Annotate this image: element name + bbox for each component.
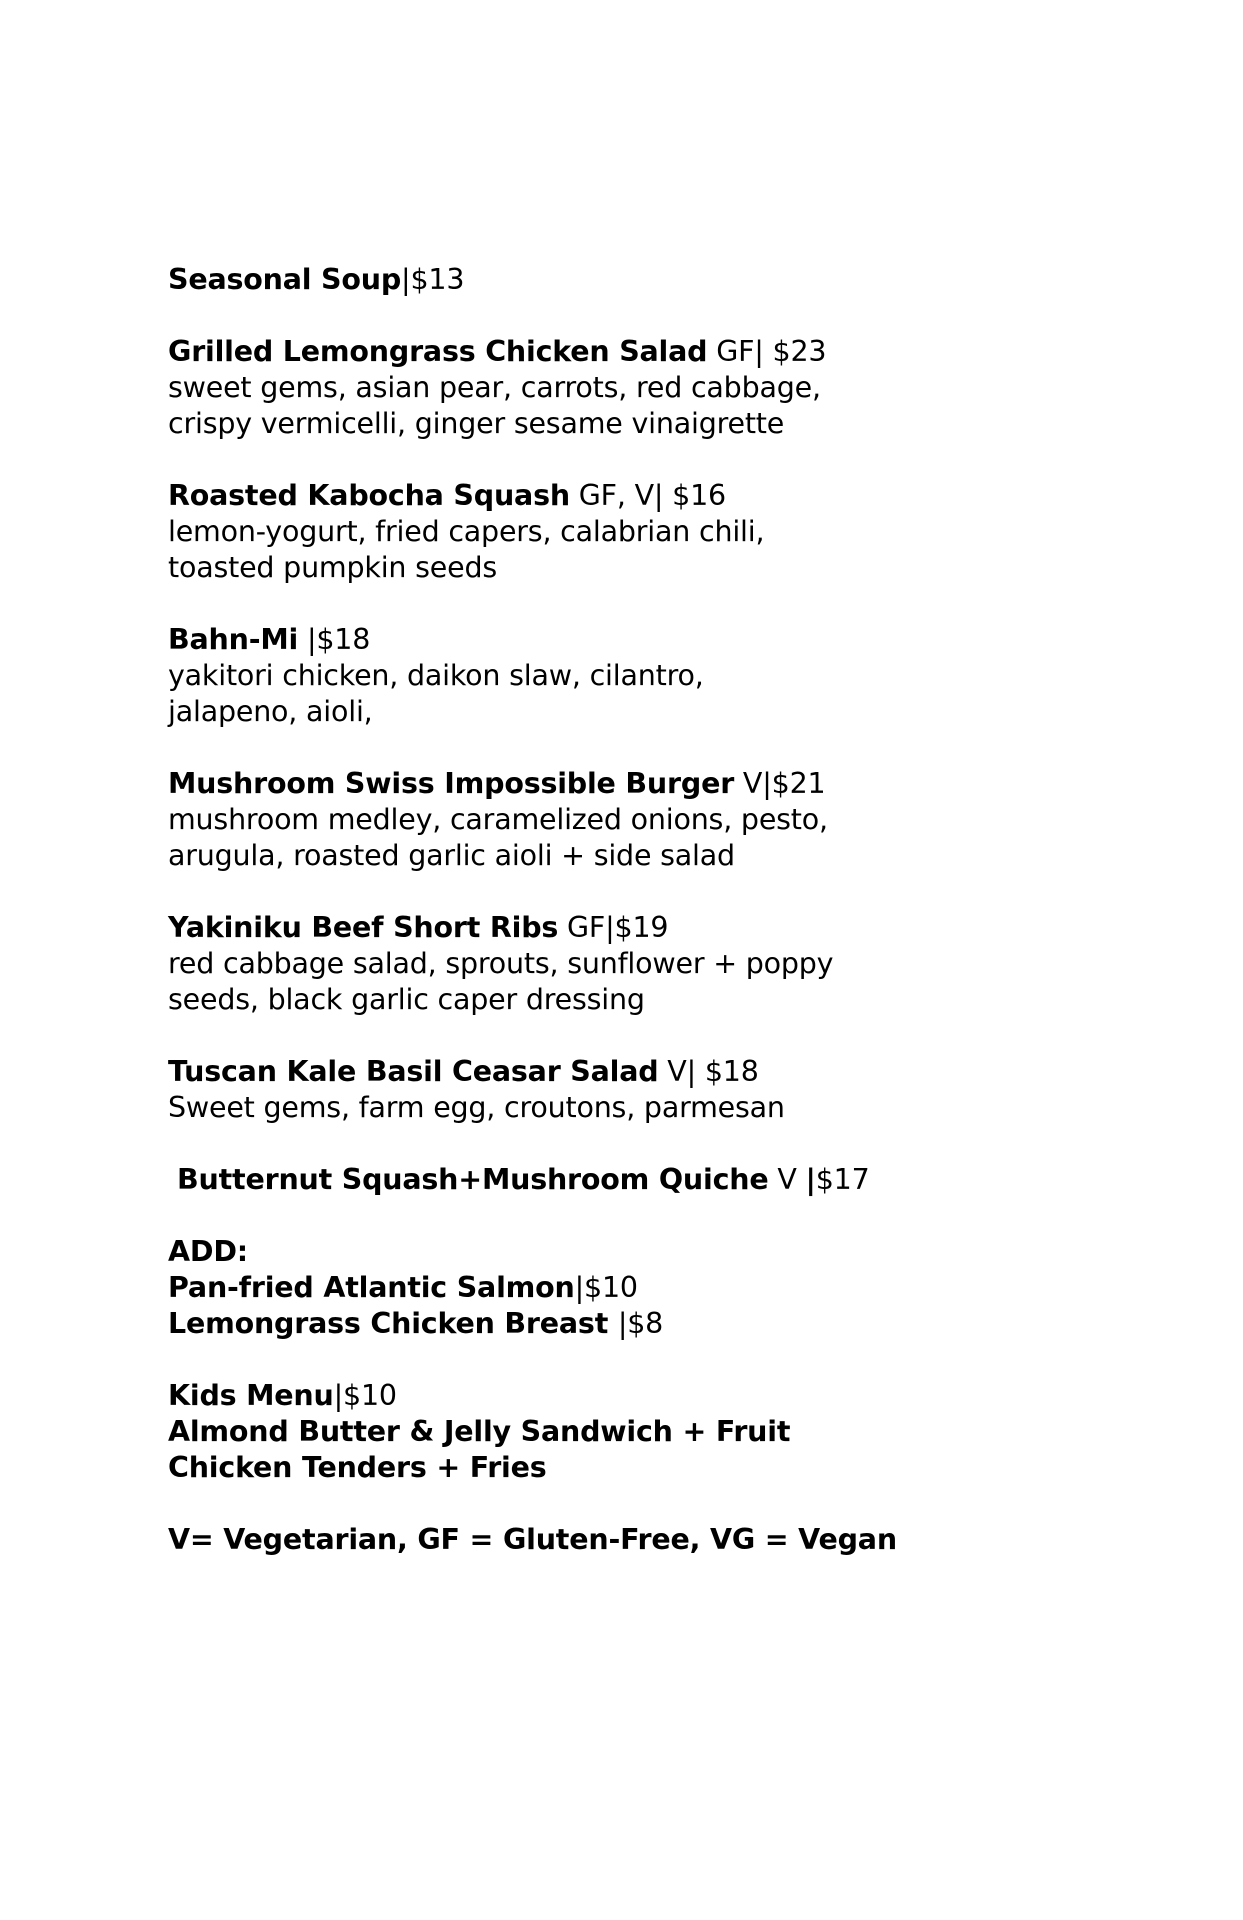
item-price: |$13 (401, 263, 465, 296)
item-name: Bahn-Mi (168, 623, 299, 656)
kids-item: Chicken Tenders + Fries (168, 1451, 547, 1484)
item-name: Pan-fried Atlantic Salmon (168, 1271, 575, 1304)
item-description: seeds, black garlic caper dressing (168, 983, 645, 1016)
item-description: red cabbage salad, sprouts, sunflower + poppy (168, 947, 834, 980)
item-name: Seasonal Soup (168, 263, 402, 296)
add-item-salmon (168, 1270, 1168, 1306)
menu-item-short-ribs (168, 910, 1168, 946)
menu-item-bahn-mi (168, 622, 1168, 658)
item-price: $17 (815, 1163, 870, 1196)
item-tag: V (768, 1163, 806, 1196)
menu-item-impossible-burger (168, 766, 1168, 802)
menu-item-kabocha-squash (168, 478, 1168, 514)
item-name: Lemongrass Chicken Breast (168, 1307, 618, 1340)
item-price: GF, V| $16 (569, 479, 726, 512)
kids-menu-title: Kids Menu (168, 1379, 334, 1412)
item-description: lemon-yogurt, fried capers, calabrian chili, (168, 515, 765, 548)
kids-item: Almond Butter & Jelly Sandwich + Fruit (168, 1415, 791, 1448)
item-description: sweet gems, asian pear, carrots, red cabbage, (168, 371, 821, 404)
item-name: Mushroom Swiss Impossible Burger (168, 767, 735, 800)
item-description: mushroom medley, caramelized onions, pesto, (168, 803, 828, 836)
item-description: Sweet gems, farm egg, croutons, parmesan (168, 1091, 785, 1124)
menu-list (168, 262, 1168, 1558)
item-description: arugula, roasted garlic aioli + side salad (168, 839, 735, 872)
menu-item-ceasar-salad (168, 1054, 1168, 1090)
item-price: |$18 (298, 623, 371, 656)
item-name: Grilled Lemongrass Chicken Salad (168, 335, 708, 368)
item-description: crispy vermicelli, ginger sesame vinaigrette (168, 407, 785, 440)
item-description: jalapeno, aioli, (168, 695, 373, 728)
dietary-legend: V= Vegetarian, GF = Gluten-Free, VG = Vegan (168, 1523, 897, 1556)
item-description: toasted pumpkin seeds (168, 551, 497, 584)
item-price: |$8 (617, 1307, 664, 1340)
kids-menu-price: |$10 (333, 1379, 397, 1412)
item-price: GF|$19 (558, 911, 669, 944)
add-heading: ADD: (168, 1235, 248, 1268)
item-price: GF| $23 (707, 335, 827, 368)
item-name: Yakiniku Beef Short Ribs (168, 911, 559, 944)
item-description: yakitori chicken, daikon slaw, cilantro, (168, 659, 704, 692)
add-item-chicken-breast (168, 1306, 1168, 1342)
menu-item-quiche (168, 1162, 1168, 1198)
menu-item-lemongrass-chicken-salad (168, 334, 1168, 370)
item-price: V| $18 (658, 1055, 759, 1088)
item-name: Tuscan Kale Basil Ceasar Salad (168, 1055, 659, 1088)
item-name: Butternut Squash+Mushroom Quiche (177, 1163, 769, 1196)
menu-item-seasonal-soup (168, 262, 1168, 298)
item-price: |$10 (574, 1271, 638, 1304)
item-name: Roasted Kabocha Squash (168, 479, 570, 512)
item-price: V|$21 (734, 767, 826, 800)
kids-menu-heading (168, 1378, 1168, 1414)
item-separator: | (805, 1163, 816, 1196)
